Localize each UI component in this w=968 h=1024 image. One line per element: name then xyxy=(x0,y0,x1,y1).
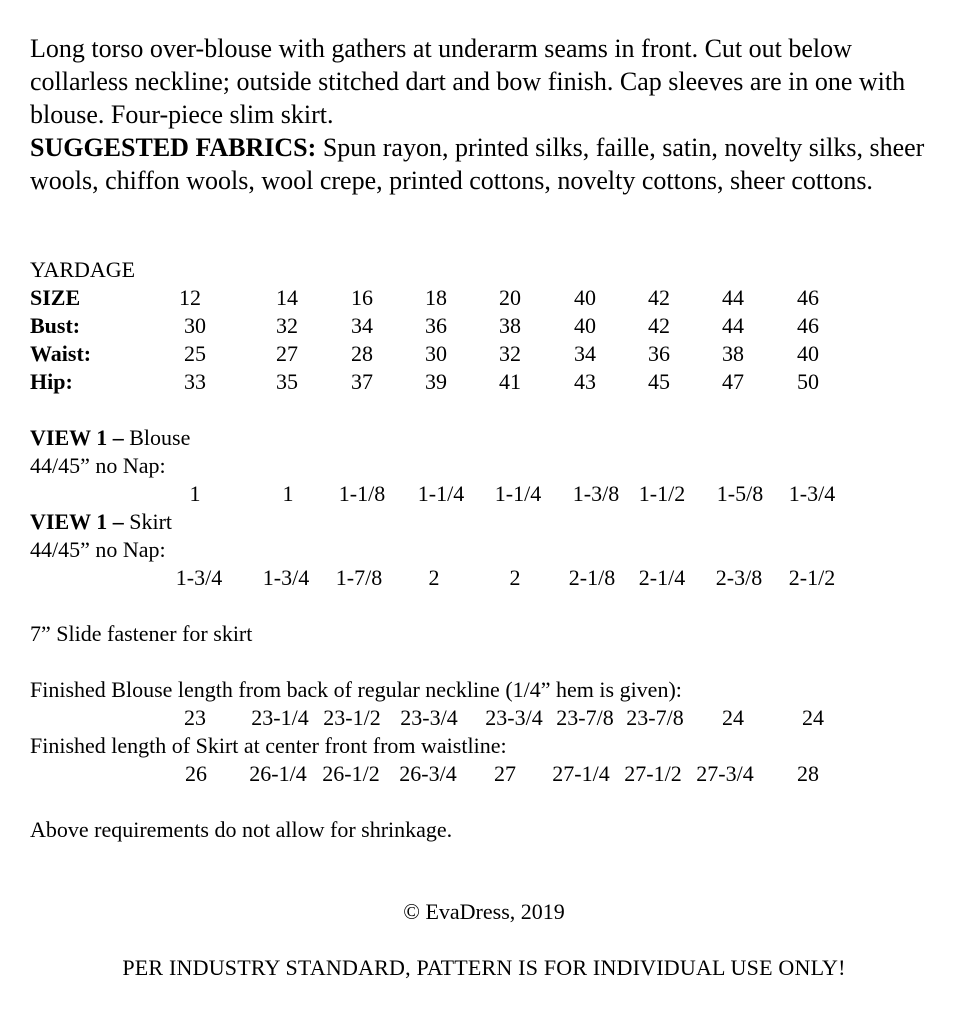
value-cell: 46 xyxy=(797,313,819,338)
value-cell: 1-1/4 xyxy=(494,481,542,506)
value-cell: 26-3/4 xyxy=(399,761,457,786)
yardage-heading: YARDAGE xyxy=(30,257,136,282)
value-cell: 28 xyxy=(797,761,819,786)
value-cell: 41 xyxy=(499,369,521,394)
usage-notice: PER INDUSTRY STANDARD, PATTERN IS FOR INDIVIDUAL USE ONLY! xyxy=(122,955,846,980)
value-cell: 24 xyxy=(722,705,744,730)
value-cell: 25 xyxy=(184,341,206,366)
value-cell: 18 xyxy=(425,285,447,310)
value-cell: 38 xyxy=(722,341,744,366)
fabrics-text: Spun rayon, printed silks, faille, satin, novelty silks, sheer wools, chiffon wools, wool crepe, printed cottons, novelty cottons, sheer cottons. xyxy=(30,133,925,195)
value-cell: 1-7/8 xyxy=(335,565,383,590)
row-label: Bust: xyxy=(30,313,81,338)
value-cell: 43 xyxy=(574,369,596,394)
value-cell: 23-7/8 xyxy=(626,705,684,730)
view-piece: Blouse xyxy=(123,425,191,450)
value-cell: 14 xyxy=(276,285,298,310)
value-cell: 33 xyxy=(184,369,206,394)
row-label: Hip: xyxy=(30,369,73,394)
row-label: SIZE xyxy=(30,285,81,310)
value-cell: 23-3/4 xyxy=(400,705,458,730)
value-cell: 27 xyxy=(276,341,298,366)
value-cell: 23-1/4 xyxy=(251,705,309,730)
value-cell: 1-3/4 xyxy=(175,565,223,590)
value-cell: 35 xyxy=(276,369,298,394)
value-cell: 27 xyxy=(494,761,516,786)
value-cell: 42 xyxy=(648,313,670,338)
value-cell: 30 xyxy=(425,341,447,366)
value-cell: 37 xyxy=(351,369,373,394)
value-cell: 39 xyxy=(425,369,447,394)
fabrics-label: SUGGESTED FABRICS: xyxy=(30,133,317,162)
value-cell: 44 xyxy=(722,285,744,310)
view1-skirt-title xyxy=(30,508,172,536)
value-cell: 27-1/2 xyxy=(624,761,682,786)
value-cell: 30 xyxy=(184,313,206,338)
value-cell: 27-3/4 xyxy=(696,761,754,786)
value-cell: 16 xyxy=(351,285,373,310)
value-cell: 2 xyxy=(428,565,440,590)
value-cell: 40 xyxy=(574,285,596,310)
value-cell: 26-1/2 xyxy=(322,761,380,786)
value-cell: 38 xyxy=(499,313,521,338)
value-cell: 2-1/2 xyxy=(788,565,836,590)
value-cell: 23-1/2 xyxy=(323,705,381,730)
value-cell: 45 xyxy=(648,369,670,394)
value-cell: 42 xyxy=(648,285,670,310)
value-cell: 23-7/8 xyxy=(556,705,614,730)
value-cell: 23 xyxy=(184,705,206,730)
notion-note: 7” Slide fastener for skirt xyxy=(30,621,253,646)
value-cell: 44 xyxy=(722,313,744,338)
pattern-description xyxy=(30,32,940,197)
value-cell: 40 xyxy=(574,313,596,338)
value-cell: 46 xyxy=(797,285,819,310)
value-cell: 34 xyxy=(351,313,373,338)
view-piece: Skirt xyxy=(123,509,173,534)
shrinkage-note: Above requirements do not allow for shrinkage. xyxy=(30,817,453,842)
value-cell: 47 xyxy=(722,369,744,394)
value-cell: 1-1/2 xyxy=(638,481,686,506)
value-cell: 40 xyxy=(797,341,819,366)
value-cell: 23-3/4 xyxy=(485,705,543,730)
value-cell: 24 xyxy=(802,705,824,730)
value-cell: 32 xyxy=(499,341,521,366)
value-cell: 1 xyxy=(189,481,201,506)
value-cell: 1-3/4 xyxy=(788,481,836,506)
value-cell: 32 xyxy=(276,313,298,338)
description-line: Long torso over-blouse with gathers at underarm seams in front. Cut out below collarless neckline; outside stitched dart and bow finish. Cap sleeves are in one with blouse. Four-piece slim skirt. xyxy=(30,34,906,129)
skirt-length-label: Finished length of Skirt at center front from waistline: xyxy=(30,733,507,758)
value-cell: 26 xyxy=(185,761,207,786)
value-cell: 1-1/8 xyxy=(338,481,386,506)
value-cell: 1-1/4 xyxy=(417,481,465,506)
value-cell: 2-1/4 xyxy=(638,565,686,590)
blouse-length-label: Finished Blouse length from back of regular neckline (1/4” hem is given): xyxy=(30,677,682,702)
value-cell: 12 xyxy=(179,285,201,310)
suggested-fabrics xyxy=(30,131,940,197)
view1-blouse-title xyxy=(30,424,190,452)
view1-blouse-fabric: 44/45” no Nap: xyxy=(30,453,166,478)
value-cell: 34 xyxy=(574,341,596,366)
value-cell: 20 xyxy=(499,285,521,310)
value-cell: 2-3/8 xyxy=(715,565,763,590)
value-cell: 27-1/4 xyxy=(552,761,610,786)
value-cell: 26-1/4 xyxy=(249,761,307,786)
value-cell: 1-3/8 xyxy=(572,481,620,506)
value-cell: 2-1/8 xyxy=(568,565,616,590)
value-cell: 1 xyxy=(282,481,294,506)
description-text xyxy=(30,32,940,131)
view1-skirt-fabric: 44/45” no Nap: xyxy=(30,537,166,562)
view-label: VIEW 1 – xyxy=(30,509,124,534)
value-cell: 36 xyxy=(425,313,447,338)
value-cell: 50 xyxy=(797,369,819,394)
value-cell: 36 xyxy=(648,341,670,366)
value-cell: 1-3/4 xyxy=(262,565,310,590)
view-label: VIEW 1 – xyxy=(30,425,124,450)
value-cell: 1-5/8 xyxy=(716,481,764,506)
copyright: © EvaDress, 2019 xyxy=(403,899,565,924)
value-cell: 2 xyxy=(509,565,521,590)
value-cell: 28 xyxy=(351,341,373,366)
row-label: Waist: xyxy=(30,341,92,366)
